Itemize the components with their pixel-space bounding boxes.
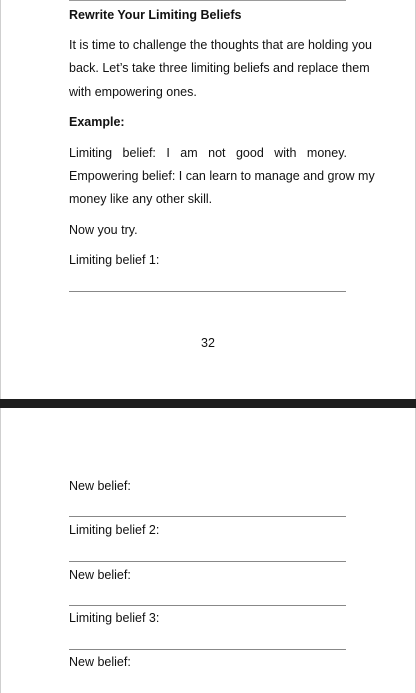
- page-edge-left: [0, 408, 1, 693]
- limiting-belief-2-label: Limiting belief 2:: [69, 523, 160, 537]
- new-belief-1-write-line[interactable]: [69, 516, 346, 517]
- example-line-1: Limiting belief: I am not good with money.: [69, 146, 347, 160]
- intro-line-1: It is time to challenge the thoughts that are holding you: [69, 38, 372, 52]
- page-number: 32: [201, 336, 215, 350]
- limiting-belief-1-write-line[interactable]: [69, 291, 346, 292]
- top-divider: [69, 0, 346, 1]
- intro-line-3: with empowering ones.: [69, 85, 197, 99]
- example-label: Example:: [69, 115, 125, 129]
- new-belief-3-label: New belief:: [69, 655, 131, 669]
- limiting-belief-1-label: Limiting belief 1:: [69, 253, 160, 267]
- prompt-text: Now you try.: [69, 223, 138, 237]
- limiting-belief-3-label: Limiting belief 3:: [69, 611, 160, 625]
- example-line-2: Empowering belief: I can learn to manage and grow my: [69, 169, 375, 183]
- new-belief-2-write-line[interactable]: [69, 605, 346, 606]
- limiting-belief-2-write-line[interactable]: [69, 561, 346, 562]
- example-line-3: money like any other skill.: [69, 192, 213, 206]
- section-heading: Rewrite Your Limiting Beliefs: [69, 8, 242, 22]
- new-belief-2-label: New belief:: [69, 568, 131, 582]
- page-break-bar: [0, 399, 416, 408]
- new-belief-1-label: New belief:: [69, 479, 131, 493]
- limiting-belief-3-write-line[interactable]: [69, 649, 346, 650]
- intro-line-2: back. Let’s take three limiting beliefs and replace them: [69, 61, 370, 75]
